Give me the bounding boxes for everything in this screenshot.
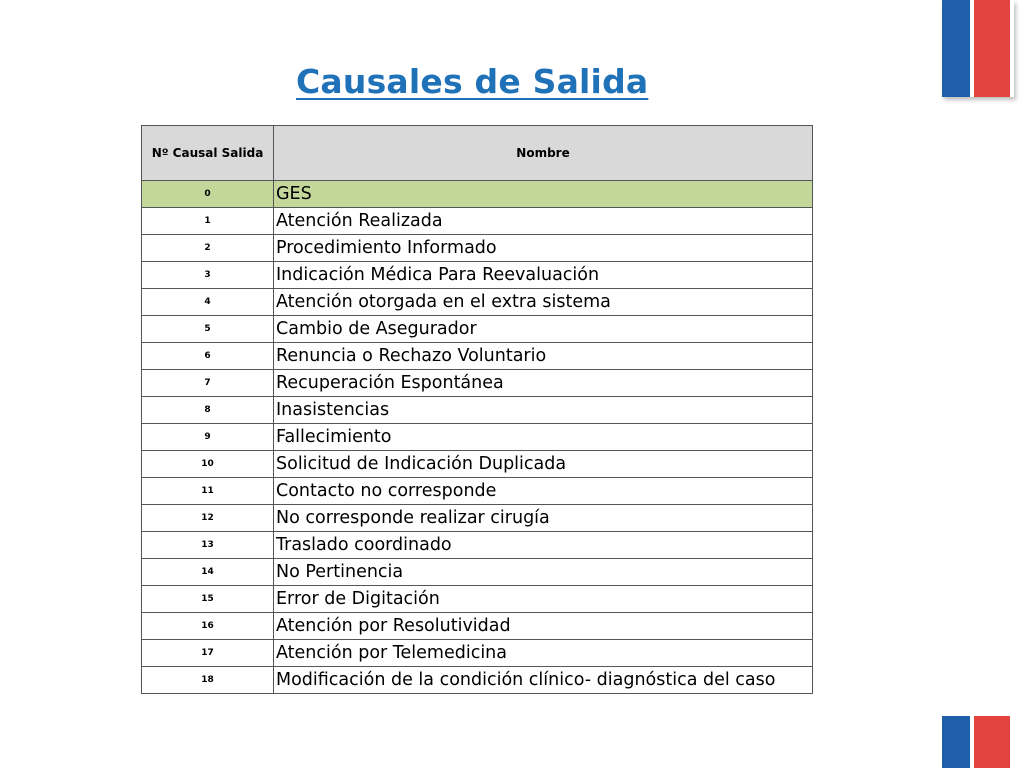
causal-name-cell: No Pertinencia xyxy=(274,559,813,586)
flag-logo-bottom xyxy=(942,716,1014,768)
flag-red-stripe xyxy=(974,0,1010,97)
causal-number-cell: 11 xyxy=(142,478,274,505)
causal-number-cell: 7 xyxy=(142,370,274,397)
causal-name-cell: Traslado coordinado xyxy=(274,532,813,559)
causal-number-cell: 3 xyxy=(142,262,274,289)
table-row xyxy=(142,667,813,694)
slide-title: Causales de Salida xyxy=(296,62,649,101)
causal-name-cell: No corresponde realizar cirugía xyxy=(274,505,813,532)
flag-red-stripe xyxy=(974,716,1010,768)
table-header-row xyxy=(142,126,813,181)
table-row xyxy=(142,424,813,451)
flag-logo-top xyxy=(942,0,1014,97)
causal-name-cell: Atención por Telemedicina xyxy=(274,640,813,667)
table-row xyxy=(142,532,813,559)
table-row xyxy=(142,235,813,262)
table-row xyxy=(142,559,813,586)
flag-blue-stripe xyxy=(942,716,974,768)
header-name: Nombre xyxy=(274,126,813,181)
table-row xyxy=(142,397,813,424)
causal-number-cell: 15 xyxy=(142,586,274,613)
causal-number-cell: 8 xyxy=(142,397,274,424)
table-row xyxy=(142,613,813,640)
causal-number-cell: 1 xyxy=(142,208,274,235)
causal-number-cell: 4 xyxy=(142,289,274,316)
causal-name-cell: Indicación Médica Para Reevaluación xyxy=(274,262,813,289)
table-row xyxy=(142,586,813,613)
causal-number-cell: 10 xyxy=(142,451,274,478)
causal-name-cell: Atención por Resolutividad xyxy=(274,613,813,640)
causal-number-cell: 17 xyxy=(142,640,274,667)
causal-name-cell: Solicitud de Indicación Duplicada xyxy=(274,451,813,478)
causal-name-cell: Error de Digitación xyxy=(274,586,813,613)
causales-table-container xyxy=(141,125,812,694)
causal-number-cell: 16 xyxy=(142,613,274,640)
causal-number-cell: 6 xyxy=(142,343,274,370)
causal-name-cell: Atención Realizada xyxy=(274,208,813,235)
table-body xyxy=(142,181,813,694)
causal-name-cell: Cambio de Asegurador xyxy=(274,316,813,343)
causal-number-cell: 0 xyxy=(142,181,274,208)
causal-number-cell: 12 xyxy=(142,505,274,532)
causal-number-cell: 2 xyxy=(142,235,274,262)
causal-name-cell: Inasistencias xyxy=(274,397,813,424)
causales-table xyxy=(141,125,813,694)
table-row xyxy=(142,505,813,532)
causal-number-cell: 14 xyxy=(142,559,274,586)
table-row xyxy=(142,640,813,667)
table-row xyxy=(142,262,813,289)
table-row xyxy=(142,343,813,370)
causal-name-cell: Modificación de la condición clínico- diagnóstica del caso xyxy=(274,667,813,694)
table-row xyxy=(142,370,813,397)
causal-name-cell: Atención otorgada en el extra sistema xyxy=(274,289,813,316)
flag-blue-stripe xyxy=(942,0,974,97)
causal-name-cell: Fallecimiento xyxy=(274,424,813,451)
header-number: Nº Causal Salida xyxy=(142,126,274,181)
causal-name-cell: Procedimiento Informado xyxy=(274,235,813,262)
causal-name-cell: Renuncia o Rechazo Voluntario xyxy=(274,343,813,370)
table-row xyxy=(142,478,813,505)
table-row xyxy=(142,451,813,478)
causal-name-cell: GES xyxy=(274,181,813,208)
causal-name-cell: Recuperación Espontánea xyxy=(274,370,813,397)
table-row xyxy=(142,208,813,235)
causal-number-cell: 9 xyxy=(142,424,274,451)
table-row xyxy=(142,316,813,343)
table-row xyxy=(142,181,813,208)
causal-number-cell: 13 xyxy=(142,532,274,559)
causal-number-cell: 5 xyxy=(142,316,274,343)
causal-number-cell: 18 xyxy=(142,667,274,694)
table-row xyxy=(142,289,813,316)
causal-name-cell: Contacto no corresponde xyxy=(274,478,813,505)
